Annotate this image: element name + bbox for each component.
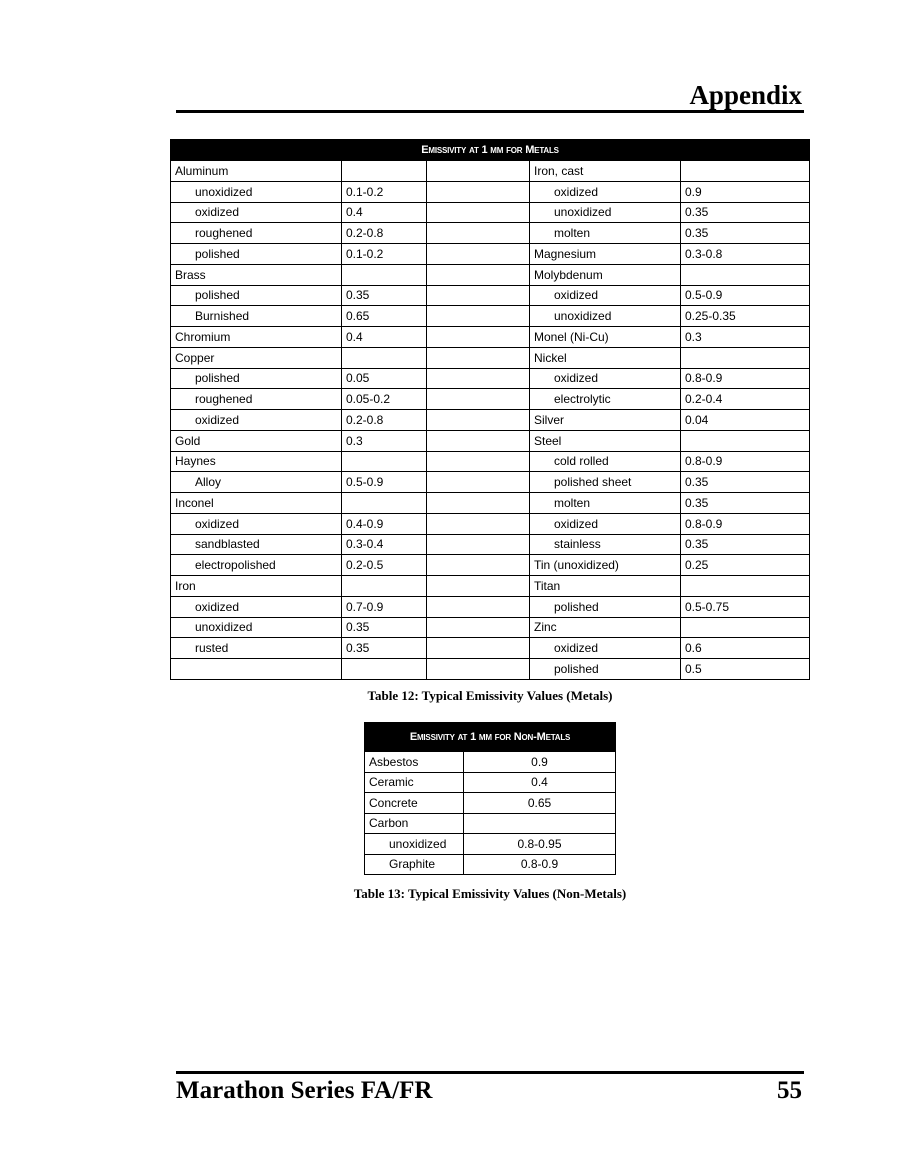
material-cell: Carbon [365,813,464,834]
material-cell: Silver [530,410,681,431]
blank-cell [427,327,530,348]
blank-cell [427,617,530,638]
table-row [171,327,810,348]
table-row [171,659,810,680]
material-cell: Copper [171,347,342,368]
material-cell: oxidized [171,596,342,617]
table-row [171,617,810,638]
blank-cell [427,472,530,493]
table-row [171,576,810,597]
material-cell: roughened [171,223,342,244]
emissivity-cell [681,617,810,638]
material-cell: polished [171,244,342,265]
material-cell: oxidized [171,513,342,534]
material-cell: rusted [171,638,342,659]
blank-cell [427,513,530,534]
emissivity-cell: 0.5-0.9 [681,285,810,306]
material-cell [171,659,342,680]
emissivity-cell: 0.3-0.4 [342,534,427,555]
emissivity-cell: 0.3 [681,327,810,348]
table-row [365,793,616,814]
emissivity-cell: 0.35 [681,223,810,244]
material-cell: Ceramic [365,772,464,793]
material-cell: oxidized [530,513,681,534]
emissivity-cell: 0.5-0.9 [342,472,427,493]
material-cell: Magnesium [530,244,681,265]
blank-cell [427,368,530,389]
material-cell: Chromium [171,327,342,348]
emissivity-cell: 0.35 [342,285,427,306]
material-cell: unoxidized [530,202,681,223]
material-cell: Nickel [530,347,681,368]
material-cell: Brass [171,264,342,285]
material-cell: polished [171,285,342,306]
material-cell: Tin (unoxidized) [530,555,681,576]
emissivity-cell: 0.4 [464,772,616,793]
table-row [171,410,810,431]
table-row [365,854,616,875]
emissivity-cell [342,493,427,514]
emissivity-cell [681,264,810,285]
blank-cell [427,181,530,202]
blank-cell [427,576,530,597]
table-row [171,638,810,659]
blank-cell [427,264,530,285]
table-row [171,472,810,493]
table-row [171,181,810,202]
emissivity-cell: 0.8-0.9 [681,451,810,472]
emissivity-cell [681,347,810,368]
material-cell: Steel [530,430,681,451]
table-row [171,347,810,368]
emissivity-cell: 0.2-0.8 [342,223,427,244]
material-cell: polished [530,659,681,680]
material-cell: oxidized [171,202,342,223]
material-cell: unoxidized [530,306,681,327]
emissivity-cell: 0.9 [681,181,810,202]
footer-product-name: Marathon Series FA/FR [176,1077,433,1104]
emissivity-cell: 0.25 [681,555,810,576]
table-row [171,161,810,182]
emissivity-cell: 0.2-0.4 [681,389,810,410]
material-cell: molten [530,223,681,244]
emissivity-cell [681,161,810,182]
material-cell: Burnished [171,306,342,327]
material-cell: Titan [530,576,681,597]
emissivity-cell: 0.2-0.5 [342,555,427,576]
emissivity-cell: 0.8-0.9 [681,368,810,389]
material-cell: Iron [171,576,342,597]
emissivity-cell: 0.2-0.8 [342,410,427,431]
emissivity-cell: 0.4-0.9 [342,513,427,534]
material-cell: Zinc [530,617,681,638]
emissivity-cell: 0.35 [681,472,810,493]
table-row [365,813,616,834]
table-row [171,555,810,576]
blank-cell [427,659,530,680]
emissivity-cell: 0.35 [681,534,810,555]
nonmetals-table-title: Emissivity at 1 µm for Non-Metals [365,723,616,752]
table-row [365,834,616,855]
page-header-title: Appendix [689,80,802,110]
blank-cell [427,285,530,306]
blank-cell [427,389,530,410]
emissivity-cell: 0.5 [681,659,810,680]
emissivity-cell [342,347,427,368]
blank-cell [427,451,530,472]
table-row [171,451,810,472]
footer-page-number: 55 [777,1077,802,1104]
table-row [171,596,810,617]
blank-cell [427,306,530,327]
table-row [171,430,810,451]
material-cell: Haynes [171,451,342,472]
blank-cell [427,347,530,368]
table-row [171,493,810,514]
blank-cell [427,244,530,265]
material-cell: Gold [171,430,342,451]
material-cell: unoxidized [171,181,342,202]
table-row [365,772,616,793]
emissivity-cell: 0.35 [342,617,427,638]
material-cell: Concrete [365,793,464,814]
nonmetals-table-caption: Table 13: Typical Emissivity Values (Non-Metals) [353,886,627,901]
header-rule [176,110,804,113]
material-cell: polished sheet [530,472,681,493]
blank-cell [427,534,530,555]
material-cell: Asbestos [365,752,464,773]
table-row [171,285,810,306]
metals-table-body [171,161,810,680]
material-cell: Alloy [171,472,342,493]
table-row [171,202,810,223]
material-cell: Iron, cast [530,161,681,182]
blank-cell [427,493,530,514]
emissivity-cell [342,161,427,182]
metals-table-title: Emissivity at 1 µm for Metals [171,140,810,161]
material-cell: oxidized [530,181,681,202]
blank-cell [427,555,530,576]
metals-emissivity-table [170,139,810,680]
emissivity-cell [464,813,616,834]
emissivity-cell [342,264,427,285]
emissivity-cell: 0.25-0.35 [681,306,810,327]
nonmetals-table-body [365,752,616,875]
emissivity-cell: 0.8-0.9 [464,854,616,875]
emissivity-cell: 0.05-0.2 [342,389,427,410]
material-cell: cold rolled [530,451,681,472]
material-cell: oxidized [530,285,681,306]
material-cell: Monel (Ni-Cu) [530,327,681,348]
emissivity-cell: 0.4 [342,327,427,348]
emissivity-cell: 0.8-0.95 [464,834,616,855]
nonmetals-emissivity-table [364,722,616,875]
emissivity-cell [342,659,427,680]
emissivity-cell: 0.35 [681,493,810,514]
material-cell: electropolished [171,555,342,576]
table-row [365,752,616,773]
emissivity-cell: 0.1-0.2 [342,244,427,265]
table-row [171,368,810,389]
emissivity-cell: 0.6 [681,638,810,659]
emissivity-cell: 0.7-0.9 [342,596,427,617]
emissivity-cell: 0.5-0.75 [681,596,810,617]
metals-table-caption: Table 12: Typical Emissivity Values (Metals) [367,688,613,703]
emissivity-cell: 0.35 [681,202,810,223]
blank-cell [427,410,530,431]
material-cell: oxidized [171,410,342,431]
emissivity-cell: 0.1-0.2 [342,181,427,202]
material-cell: Inconel [171,493,342,514]
material-cell: oxidized [530,638,681,659]
blank-cell [427,638,530,659]
material-cell: stainless [530,534,681,555]
emissivity-cell [342,576,427,597]
table-row [171,244,810,265]
material-cell: sandblasted [171,534,342,555]
footer-rule [176,1071,804,1074]
table-row [171,389,810,410]
emissivity-cell: 0.3 [342,430,427,451]
material-cell: unoxidized [365,834,464,855]
emissivity-cell: 0.05 [342,368,427,389]
emissivity-cell: 0.04 [681,410,810,431]
material-cell: Graphite [365,854,464,875]
blank-cell [427,596,530,617]
material-cell: polished [171,368,342,389]
emissivity-cell: 0.4 [342,202,427,223]
emissivity-cell: 0.8-0.9 [681,513,810,534]
emissivity-cell [681,576,810,597]
material-cell: electrolytic [530,389,681,410]
blank-cell [427,161,530,182]
material-cell: polished [530,596,681,617]
material-cell: unoxidized [171,617,342,638]
table-row [171,513,810,534]
material-cell: Molybdenum [530,264,681,285]
emissivity-cell: 0.35 [342,638,427,659]
table-row [171,264,810,285]
emissivity-cell [681,430,810,451]
table-row [171,306,810,327]
emissivity-cell: 0.65 [464,793,616,814]
blank-cell [427,202,530,223]
material-cell: oxidized [530,368,681,389]
emissivity-cell: 0.9 [464,752,616,773]
table-row [171,534,810,555]
blank-cell [427,223,530,244]
emissivity-cell: 0.65 [342,306,427,327]
blank-cell [427,430,530,451]
material-cell: molten [530,493,681,514]
material-cell: roughened [171,389,342,410]
material-cell: Aluminum [171,161,342,182]
emissivity-cell [342,451,427,472]
emissivity-cell: 0.3-0.8 [681,244,810,265]
table-row [171,223,810,244]
